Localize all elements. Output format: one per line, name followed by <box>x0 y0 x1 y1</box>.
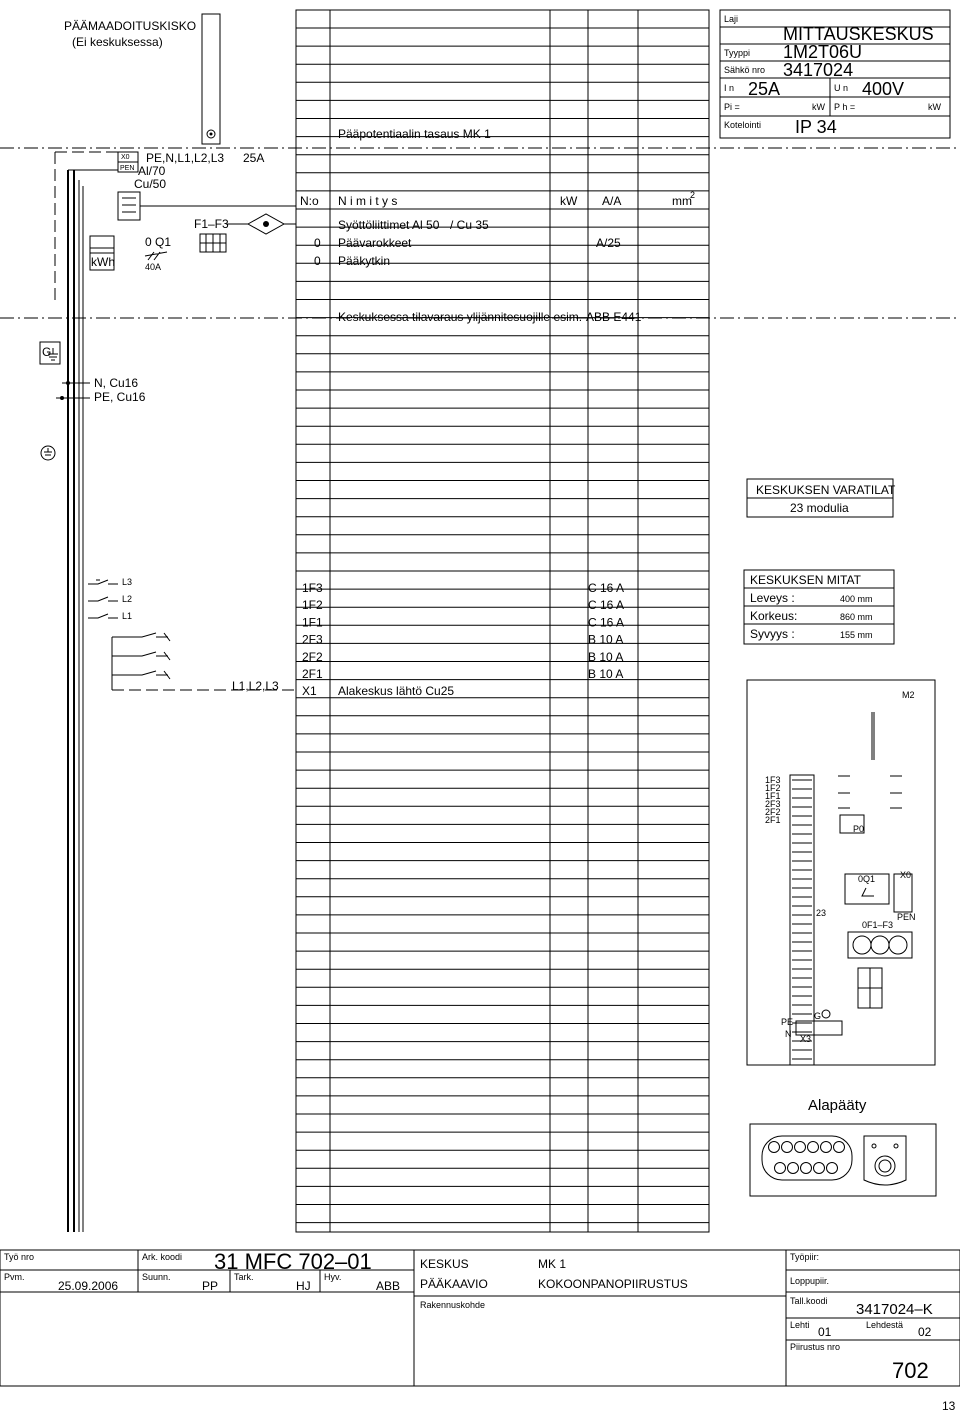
lehdesta-label: Lehdestä <box>866 1320 904 1330</box>
suunn-label: Suunn. <box>142 1272 171 1282</box>
paakaavio: PÄÄKAAVIO <box>420 1277 488 1291</box>
pi-unit: kW <box>812 102 825 112</box>
busbar-line2: (Ei keskuksessa) <box>72 35 163 49</box>
pen-label: PEN <box>120 165 135 172</box>
sahko-label: Sähkö nro <box>724 65 766 75</box>
pvm-label: Pvm. <box>4 1272 25 1282</box>
busbar-line1: PÄÄMAADOITUSKISKO <box>64 19 197 33</box>
row-2-name: Pääkytkin <box>338 254 391 268</box>
layout-23: 23 <box>816 908 827 918</box>
piirustus-label: Piirustus nro <box>790 1342 841 1352</box>
parts-table-rows <box>314 218 642 324</box>
row-0-name: Syöttöliittimet Al 50 <box>338 218 440 232</box>
circuit-id: 2F1 <box>302 667 323 681</box>
lv-2f2: 2F2 <box>765 807 781 817</box>
layout-q1: 0Q1 <box>858 874 876 884</box>
spare-space-box <box>747 479 896 517</box>
page-number: 13 <box>942 1399 956 1413</box>
hyv-label: Hyv. <box>324 1272 342 1282</box>
q1-rating: 40A <box>145 262 162 272</box>
dim-width-value: 400 mm <box>840 594 873 604</box>
x0-label: X0 <box>121 154 130 161</box>
lv-1f1: 1F1 <box>765 791 781 801</box>
circuit-id: 1F3 <box>302 581 323 595</box>
q1-label: 0 Q1 <box>145 235 172 249</box>
al-label: Al/70 <box>138 164 166 178</box>
ph-label: P h = <box>834 102 856 112</box>
bus-label: L1,L2,L3 <box>232 679 279 693</box>
surge-note: Keskuksessa tilavaraus ylijännitesuojille esim. <box>338 310 583 324</box>
ark-label: Ark. koodi <box>142 1252 183 1262</box>
lehdesta-value: 02 <box>918 1325 932 1339</box>
dim-width-label: Leveys : <box>750 591 795 605</box>
title-block-top <box>720 10 950 138</box>
drawing-code: 31 MFC 702–01 <box>214 1249 372 1274</box>
lv-2f3: 2F3 <box>765 799 781 809</box>
laji-label: Laji <box>724 14 739 24</box>
bottom-view-title: Alapääty <box>808 1097 867 1114</box>
header-no: N:o <box>300 194 319 208</box>
tyyppi-value: 1M2T06U <box>783 42 863 62</box>
kokoonpano: KOKOONPANOPIIRUSTUS <box>538 1277 688 1291</box>
p0-label: P0 <box>853 824 865 834</box>
un-value: 400V <box>862 79 905 99</box>
header-name: N i m i t y s <box>338 194 398 208</box>
enclosure-layout-view <box>747 680 935 1065</box>
row-1-aa: A/25 <box>596 236 621 250</box>
layout-pen: PEN <box>897 912 916 922</box>
keskus-label: KESKUS <box>420 1257 469 1271</box>
dim-height-value: 860 mm <box>840 612 873 622</box>
circuit-rating: B 10 A <box>588 667 624 681</box>
potential-note: Pääpotentiaalin tasaus MK 1 <box>338 127 491 141</box>
phase-l1: L1 <box>122 611 133 621</box>
kotelointi-label: Kotelointi <box>724 120 762 130</box>
grounding <box>40 342 146 460</box>
lv-2f1: 2F1 <box>765 815 781 825</box>
layout-x0: X0 <box>900 870 912 880</box>
layout-pe: PE <box>781 1017 794 1027</box>
header-mm-sup: 2 <box>690 190 696 200</box>
dim-depth-label: Syvyys : <box>750 627 795 641</box>
pe-line-label: PE, Cu16 <box>94 390 146 404</box>
un-label: U n <box>834 83 849 93</box>
circuit-rating: B 10 A <box>588 632 624 647</box>
circuit-id: X1 <box>302 684 317 699</box>
spare-box-line2: 23 modulia <box>790 501 849 515</box>
circuit-rating: C 16 A <box>588 581 625 595</box>
f1f3-label: F1–F3 <box>194 217 229 231</box>
cu-label: Cu/50 <box>134 177 167 191</box>
circuit-id: 2F2 <box>302 649 323 664</box>
surge-part: ABB E441 <box>586 310 642 324</box>
circuit-id: 1F1 <box>302 615 323 630</box>
m2-label: M2 <box>902 690 915 700</box>
header-mm: mm <box>672 194 692 208</box>
tallkoodi-value: 3417024–K <box>856 1301 933 1318</box>
row-1-name: Päävarokkeet <box>338 236 412 250</box>
loppupiir-label: Loppupiir. <box>790 1276 830 1286</box>
circuit-id: 1F2 <box>302 598 323 613</box>
row-1-no: 0 <box>314 236 321 250</box>
circuit-id: 2F3 <box>302 632 323 647</box>
phase-l3: L3 <box>122 577 133 587</box>
tark-value: HJ <box>296 1279 311 1293</box>
dimensions-box <box>744 570 894 644</box>
header-aa: A/A <box>602 194 622 208</box>
dimensions-title: KESKUKSEN MITAT <box>750 573 861 587</box>
ph-unit: kW <box>928 102 941 112</box>
spare-box-line1: KESKUKSEN VARATILAT <box>756 483 896 497</box>
circuit-rating: C 16 A <box>588 598 625 613</box>
layout-n: N <box>785 1029 792 1039</box>
dim-depth-value: 155 mm <box>840 630 873 640</box>
kotelointi-value: IP 34 <box>795 117 837 137</box>
rakennuskohde-label: Rakennuskohde <box>420 1300 486 1310</box>
layout-g: G <box>814 1011 822 1021</box>
phase-l2: L2 <box>122 594 133 604</box>
keskus-value: MK 1 <box>538 1257 567 1271</box>
tyo-nro-label: Työ nro <box>4 1252 35 1262</box>
sahko-value: 3417024 <box>783 60 854 80</box>
row-2-no: 0 <box>314 254 321 268</box>
kwh-label: kWh <box>91 255 115 269</box>
tallkoodi-label: Tall.koodi <box>790 1296 828 1306</box>
suunn-value: PP <box>202 1279 219 1293</box>
circuit-rating: B 10 A <box>588 649 624 664</box>
ground-label: G <box>42 345 52 359</box>
circuit-rating: C 16 A <box>588 615 625 630</box>
dim-height-label: Korkeus: <box>750 609 798 623</box>
in-value: 25A <box>748 79 781 99</box>
hyv-value: ABB <box>376 1279 401 1293</box>
header-kw: kW <box>560 194 578 208</box>
pvm-value: 25.09.2006 <box>58 1279 119 1293</box>
lv-1f2: 1F2 <box>765 783 781 793</box>
pi-label: Pi = <box>724 102 740 112</box>
footer-title-block <box>0 1249 960 1386</box>
lehti-value: 01 <box>818 1325 832 1339</box>
tark-label: Tark. <box>234 1272 254 1282</box>
lehti-label: Lehti <box>790 1320 810 1330</box>
tyopiir-label: Työpiir: <box>790 1252 820 1262</box>
layout-breaker-labels <box>765 775 781 825</box>
circuit-name: Alakeskus lähtö Cu25 <box>338 684 455 699</box>
laji-value: MITTAUSKESKUS <box>783 24 934 44</box>
layout-f: 0F1–F3 <box>862 920 894 930</box>
fuse-label: 25A <box>243 151 265 165</box>
parts-table-header <box>300 190 695 208</box>
phases-label: PE,N,L1,L2,L3 <box>146 151 225 165</box>
row-0-name2: / Cu 35 <box>450 218 489 232</box>
lv-1f3: 1F3 <box>765 775 781 785</box>
piirustus-value: 702 <box>892 1358 929 1383</box>
bottom-view <box>750 1097 936 1196</box>
in-label: I n <box>724 83 735 93</box>
main-grounding-busbar <box>64 14 491 144</box>
tyyppi-label: Tyyppi <box>724 48 751 58</box>
n-line-label: N, Cu16 <box>94 376 139 390</box>
layout-x3: X3 <box>800 1034 812 1044</box>
